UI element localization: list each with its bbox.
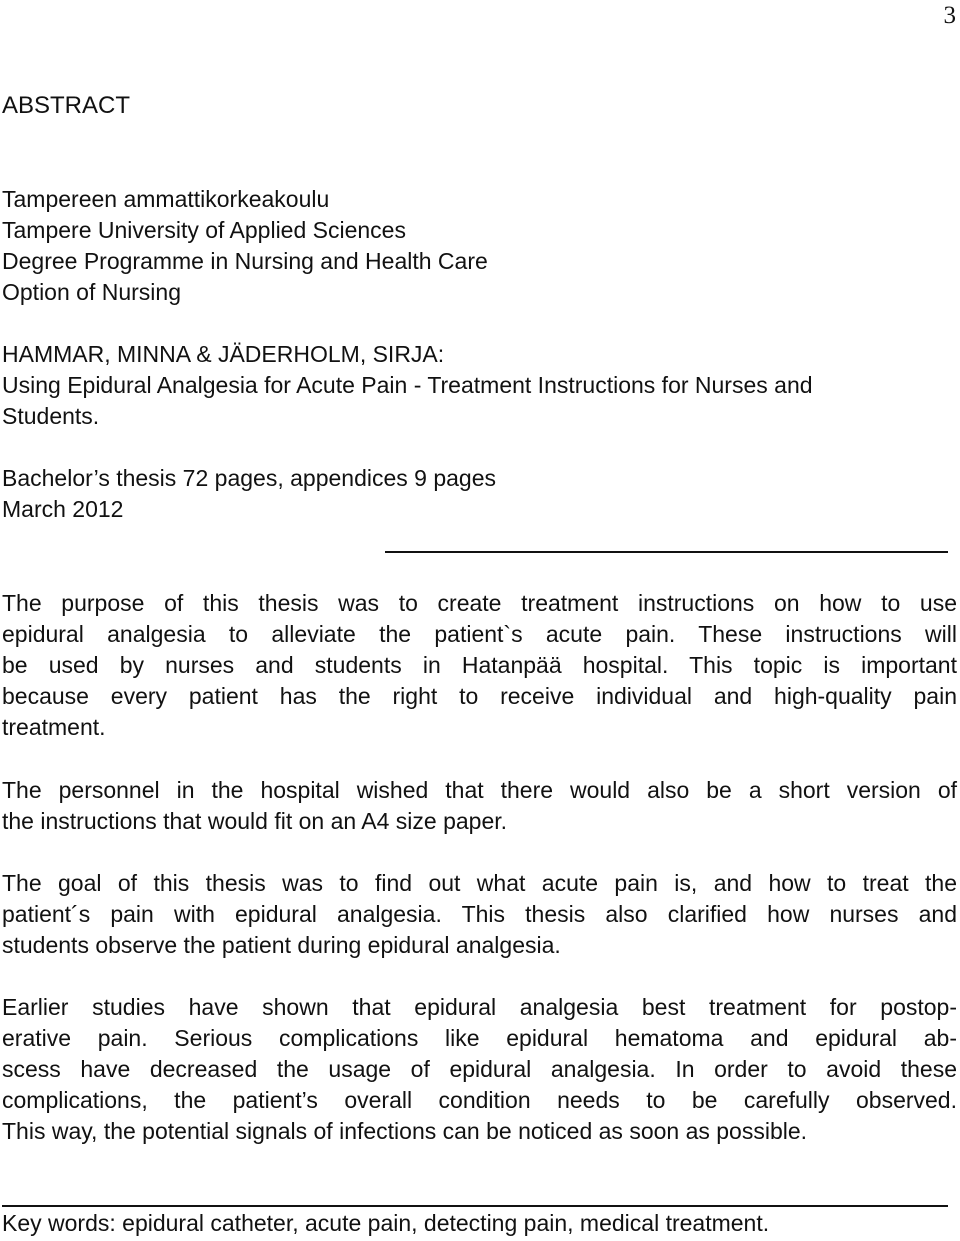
divider-bottom	[2, 1205, 948, 1207]
page-number: 3	[943, 2, 956, 29]
paragraph-line: This way, the potential signals of infections can be noticed as soon as possible.	[2, 1118, 808, 1144]
paragraph-line: erative pain. Serious complications like epidural hematoma and epidural ab-	[2, 1025, 957, 1051]
institution-line-2: Tampere University of Applied Sciences	[2, 217, 406, 243]
paragraph-line: Earlier studies have shown that epidural analgesia best treatment for postop-	[2, 994, 957, 1020]
authors: HAMMAR, MINNA & JÄDERHOLM, SIRJA:	[2, 341, 445, 367]
abstract-paragraph-1	[2, 588, 957, 743]
institution-line-4: Option of Nursing	[2, 279, 181, 305]
keywords: Key words: epidural catheter, acute pain, detecting pain, medical treatment.	[2, 1210, 770, 1236]
institution-line-3: Degree Programme in Nursing and Health Care	[2, 248, 488, 274]
divider-top	[385, 551, 948, 553]
thesis-date: March 2012	[2, 496, 124, 522]
paragraph-line: The goal of this thesis was to find out what acute pain is, and how to treat the	[2, 870, 957, 896]
paragraph-line: The personnel in the hospital wished that there would also be a short version of	[2, 777, 957, 803]
thesis-title-line-2: Students.	[2, 403, 100, 429]
thesis-title-line-1: Using Epidural Analgesia for Acute Pain - Treatment Instructions for Nurses and	[2, 372, 813, 398]
paragraph-line: The purpose of this thesis was to create treatment instructions on how to use	[2, 590, 957, 616]
abstract-paragraph-3	[2, 868, 957, 961]
paragraph-line: scess have decreased the usage of epidural analgesia. In order to avoid these	[2, 1056, 957, 1082]
paragraph-line: be used by nurses and students in Hatanpää hospital. This topic is important	[2, 652, 957, 678]
institution-line-1: Tampereen ammattikorkeakoulu	[2, 186, 330, 212]
paragraph-line: complications, the patient’s overall condition needs to be carefully observed.	[2, 1087, 957, 1113]
abstract-paragraph-4	[2, 992, 957, 1147]
paragraph-line: students observe the patient during epidural analgesia.	[2, 932, 561, 958]
paragraph-line: because every patient has the right to receive individual and high-quality pain	[2, 683, 957, 709]
paragraph-line: the instructions that would fit on an A4 size paper.	[2, 808, 508, 834]
paragraph-line: patient´s pain with epidural analgesia. This thesis also clarified how nurses and	[2, 901, 957, 927]
paragraph-line: treatment.	[2, 714, 106, 740]
abstract-paragraph-2	[2, 775, 957, 837]
thesis-info: Bachelor’s thesis 72 pages, appendices 9 pages	[2, 465, 496, 491]
abstract-heading: ABSTRACT	[2, 92, 131, 119]
paragraph-line: epidural analgesia to alleviate the patient`s acute pain. These instructions will	[2, 621, 957, 647]
